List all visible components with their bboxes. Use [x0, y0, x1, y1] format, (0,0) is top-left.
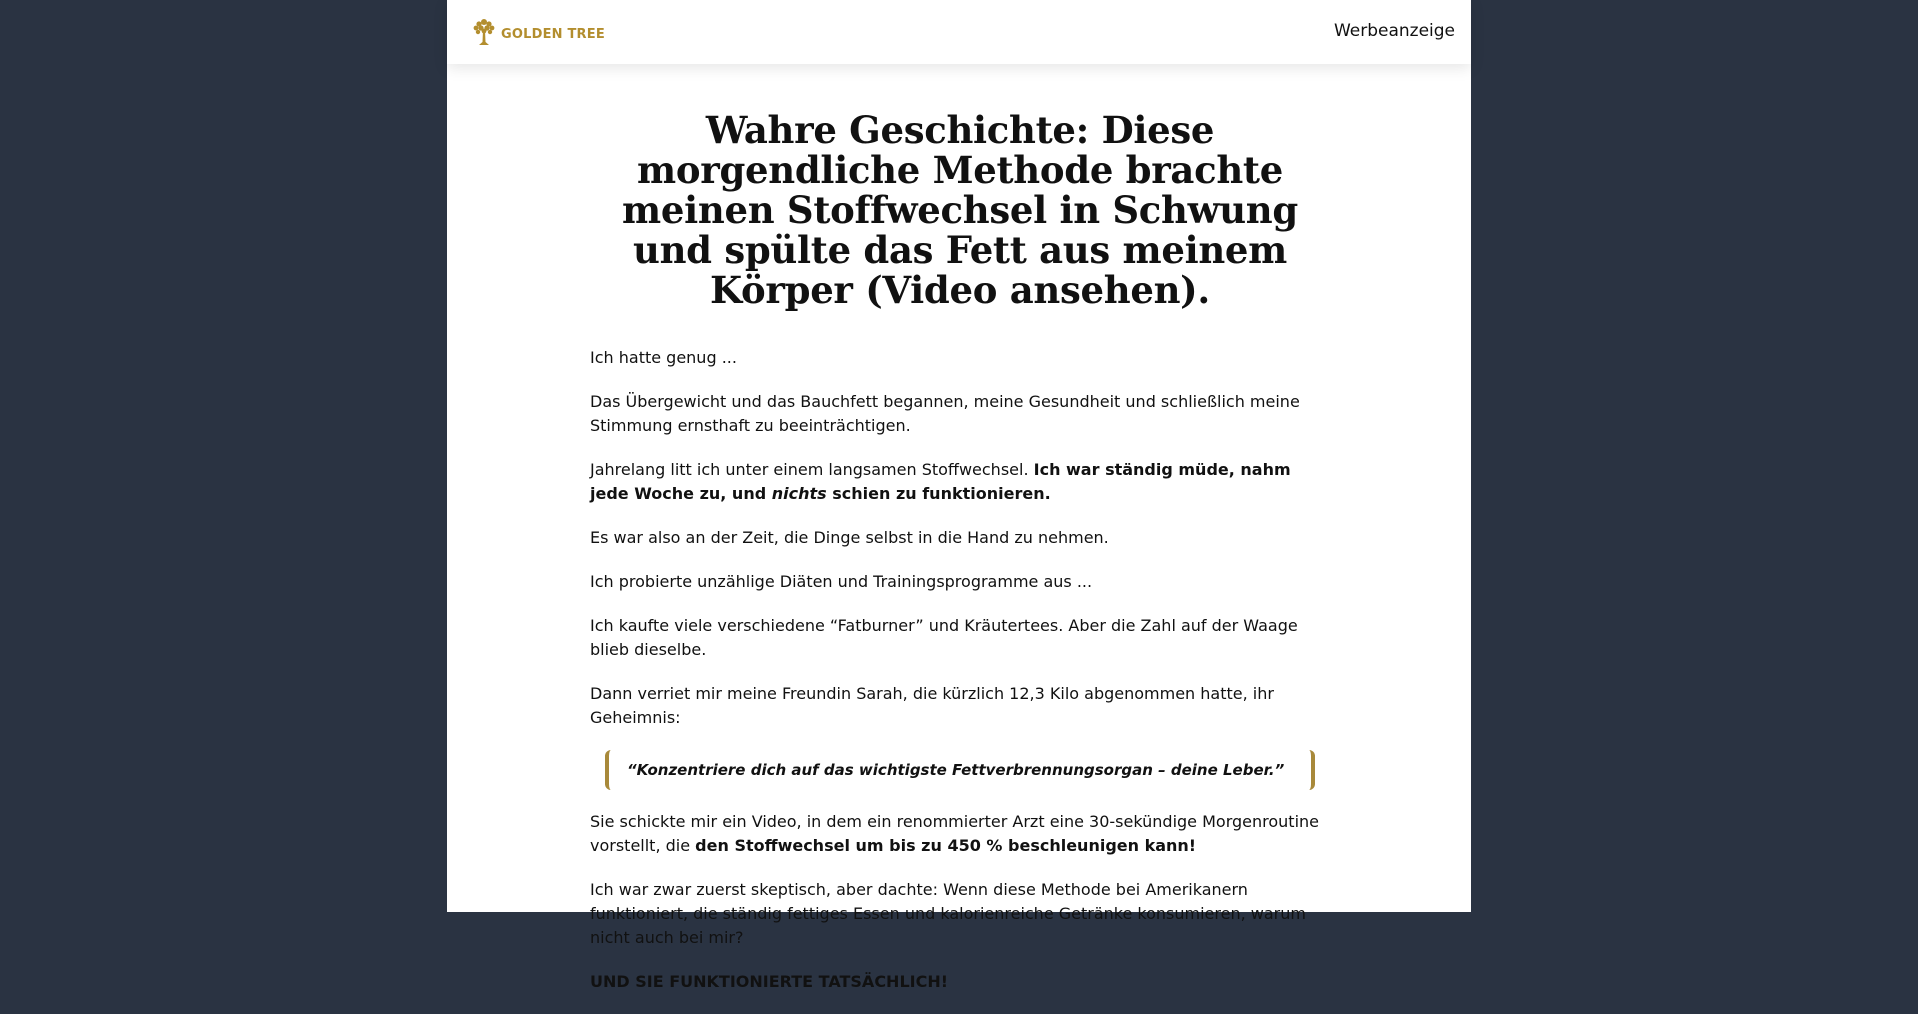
paragraph-10: UND SIE FUNKTIONIERTE TATSÄCHLICH! [590, 972, 949, 991]
paragraph-4: Es war also an der Zeit, die Dinge selbst in die Hand zu nehmen. [590, 528, 1109, 547]
paragraph-3-emphasis: nichts [771, 484, 827, 503]
article [590, 110, 1330, 1014]
logo[interactable] [471, 16, 605, 48]
logo-text: GOLDEN TREE [501, 26, 605, 42]
paragraph-8 [590, 810, 1330, 858]
paragraph-8-bold: den Stoffwechsel um bis zu 450 % beschleunigen kann! [695, 836, 1197, 855]
blockquote: “Konzentriere dich auf das wichtigste Fettverbrennungsorgan – deine Leber.” [605, 750, 1315, 790]
paragraph-3-normal: Jahrelang litt ich unter einem langsamen Stoffwechsel. [590, 460, 1029, 479]
paragraph-9: Ich war zwar zuerst skeptisch, aber dachte: Wenn diese Methode bei Amerikanern funktioniert, die ständig fettiges Essen und kalorienreiche Getränke konsumieren, warum nicht auch bei mir? [590, 880, 1306, 947]
paragraph-2: Das Übergewicht und das Bauchfett begannen, meine Gesundheit und schließlich meine Stimmung ernsthaft zu beeinträchtigen. [590, 392, 1300, 435]
paragraph-7: Dann verriet mir meine Freundin Sarah, die kürzlich 12,3 Kilo abgenommen hatte, ihr Geheimnis: [590, 684, 1274, 727]
page [447, 0, 1471, 991]
paragraph-1: Ich hatte genug ... [590, 348, 737, 367]
ad-label: Werbeanzeige [1333, 21, 1455, 41]
header [447, 0, 1471, 64]
paragraph-3 [590, 458, 1330, 506]
paragraph-3-bold-a: Ich war ständig müde, nahm jede Woche zu, und [590, 460, 1291, 503]
paragraph-5: Ich probierte unzählige Diäten und Trainingsprogramme aus ... [590, 572, 1093, 591]
tree-icon [471, 16, 497, 48]
paragraph-6: Ich kaufte viele verschiedene “Fatburner” und Kräutertees. Aber die Zahl auf der Waage blieb dieselbe. [590, 616, 1298, 659]
article-title: Wahre Geschichte: Diese morgendliche Methode brachte meinen Stoffwechsel in Schwung und spülte das Fett aus meinem Körper (Video ansehen). [622, 108, 1298, 312]
paragraph-3-bold-b: schien zu funktionieren. [832, 484, 1051, 503]
paragraph-8-normal: Sie schickte mir ein Video, in dem ein renommierter Arzt eine 30-sekündige Morgenroutine vorstellt, die [590, 812, 1319, 855]
